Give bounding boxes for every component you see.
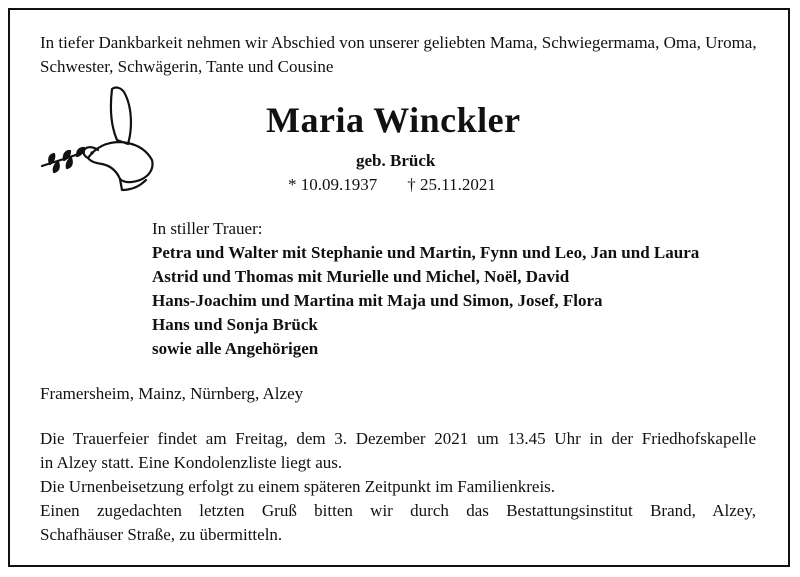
funeral-info-line: Die Trauerfeier findet am Freitag, dem 3. Dezember 2021 um 13.45 Uhr in der Friedhofskapelle: [40, 429, 756, 448]
dove-icon: [40, 86, 160, 192]
funeral-details: [40, 427, 756, 547]
mourning-label: In stiller Trauer:: [152, 219, 263, 238]
maiden-name: geb. Brück: [356, 151, 436, 170]
mourners-block: [152, 217, 699, 361]
places-line: Framersheim, Mainz, Nürnberg, Alzey: [40, 384, 304, 403]
greeting-info-line: Schafhäuser Straße, zu übermitteln.: [40, 525, 283, 544]
mourner-line: Hans und Sonja Brück: [152, 315, 318, 334]
greeting-info-line: Einen zugedachten letzten Gruß bitten wir durch das Bestattungsinstitut Brand, Alzey,: [40, 501, 756, 520]
life-dates: [288, 174, 496, 196]
mourner-line: Hans-Joachim und Martina mit Maja und Simon, Josef, Flora: [152, 291, 603, 310]
mourner-line: sowie alle Angehörigen: [152, 339, 319, 358]
urn-info: Die Urnenbeisetzung erfolgt zu einem späteren Zeitpunkt im Familienkreis.: [40, 477, 556, 496]
funeral-info-line: in Alzey statt. Eine Kondolenzliste liegt aus.: [40, 453, 343, 472]
mourner-line: Astrid und Thomas mit Murielle und Michel, Noël, David: [152, 267, 570, 286]
intro-text: In tiefer Dankbarkeit nehmen wir Abschied von unserer geliebten Mama, Schwiegermama, Oma, Uroma, Schwester, Schwägerin, Tante und Cousine: [40, 33, 757, 76]
death-date: † 25.11.2021: [407, 175, 496, 194]
birth-date: * 10.09.1937: [288, 175, 378, 194]
deceased-name: Maria Winckler: [266, 100, 521, 140]
mourner-line: Petra und Walter mit Stephanie und Martin, Fynn und Leo, Jan und Laura: [152, 243, 700, 262]
